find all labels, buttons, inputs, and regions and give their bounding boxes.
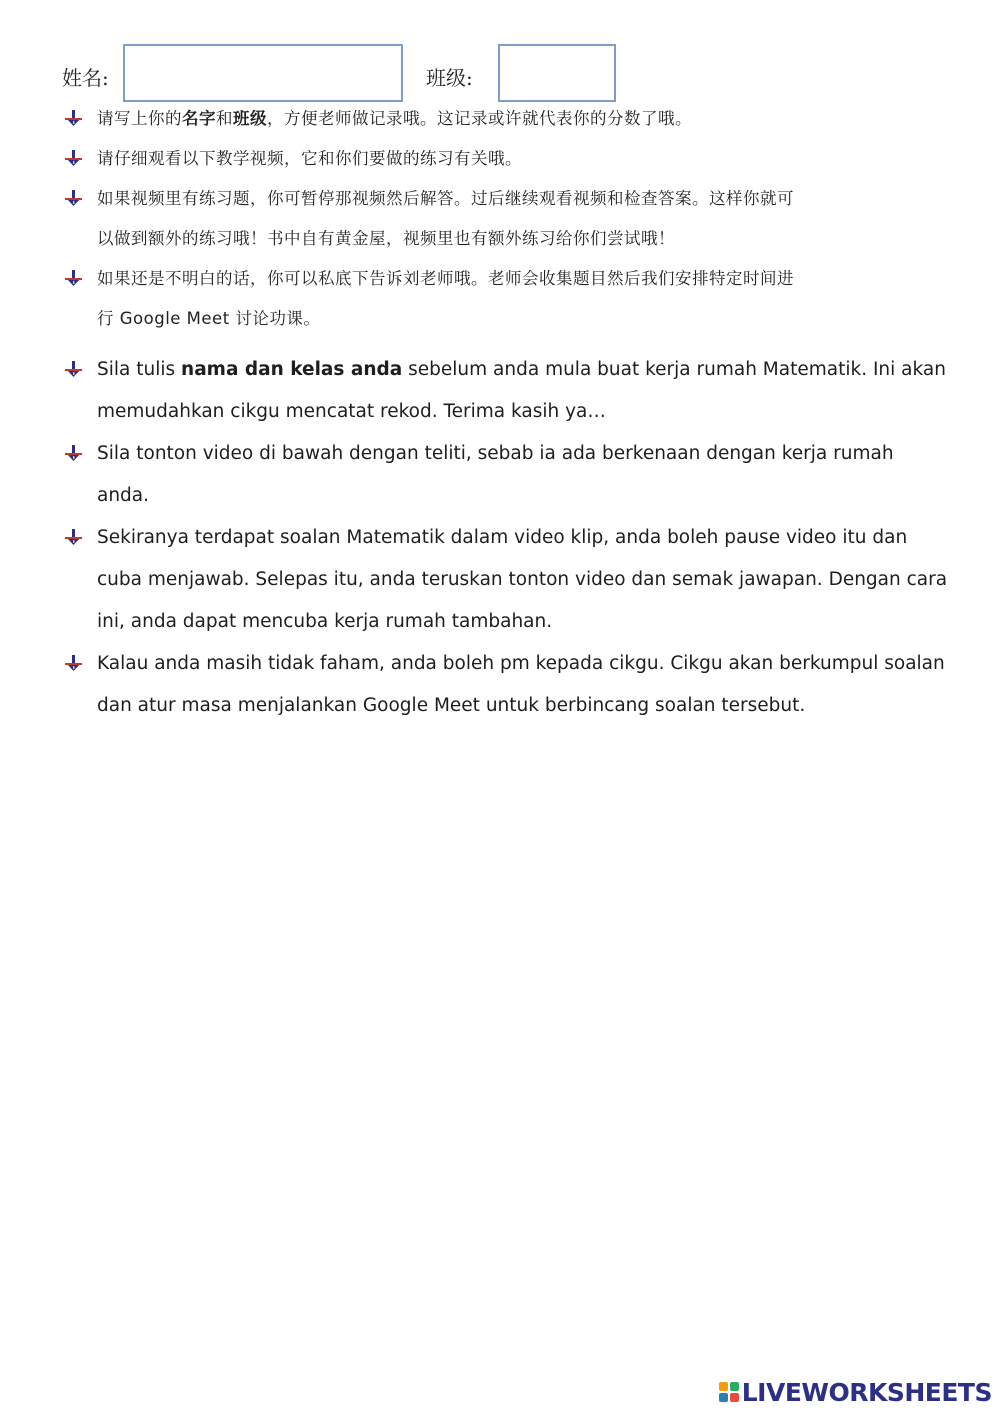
chinese-instruction-line	[97, 219, 937, 259]
text-segment: cuba menjawab. Selepas itu, anda teruskan tonton video dan semak jawapan. Dengan cara	[97, 569, 948, 590]
malay-instruction-line	[97, 517, 947, 559]
chinese-instruction-line	[97, 139, 937, 179]
malay-instruction-line	[97, 685, 947, 727]
emphasis-text: 班级	[233, 109, 267, 128]
name-input[interactable]	[123, 44, 403, 102]
text-segment: 如果视频里有练习题，你可暂停那视频然后解答。过后继续观看视频和检查答案。这样你就可	[97, 189, 794, 208]
logo-mark-square	[730, 1393, 739, 1402]
chinese-instruction-item	[97, 99, 937, 139]
logo-mark-icon	[719, 1382, 739, 1402]
bullet-arrow-icon	[64, 528, 84, 548]
logo-mark-square	[719, 1393, 728, 1402]
malay-instruction-item	[97, 433, 947, 517]
bullet-arrow-icon	[64, 654, 84, 674]
malay-instruction-line	[97, 559, 947, 601]
text-segment: anda.	[97, 485, 150, 506]
text-segment: Sila tulis	[97, 359, 182, 380]
text-segment: 行 Google Meet 讨论功课。	[97, 309, 321, 328]
bullet-arrow-icon	[64, 444, 84, 464]
class-input[interactable]	[498, 44, 616, 102]
chinese-instruction-line	[97, 99, 937, 139]
malay-instruction-line	[97, 349, 947, 391]
text-segment: Sekiranya terdapat soalan Matematik dalam video klip, anda boleh pause video itu dan	[97, 527, 908, 548]
liveworksheets-logo	[719, 1377, 992, 1407]
text-segment: memudahkan cikgu mencatat rekod. Terima kasih ya…	[97, 401, 606, 422]
logo-mark-square	[730, 1382, 739, 1391]
text-segment: ，方便老师做记录哦。这记录或许就代表你的分数了哦。	[267, 109, 692, 128]
bullet-arrow-icon	[64, 189, 84, 209]
emphasis-text: nama dan kelas anda	[181, 359, 403, 380]
malay-instruction-line	[97, 433, 947, 475]
text-segment: 请写上你的	[97, 109, 182, 128]
malay-instruction-line	[97, 391, 947, 433]
malay-instruction-item	[97, 517, 947, 643]
bullet-arrow-icon	[64, 109, 84, 129]
text-segment: Sila tonton video di bawah dengan teliti, sebab ia ada berkenaan dengan kerja rumah	[97, 443, 894, 464]
chinese-instruction-item	[97, 179, 937, 259]
text-segment: 和	[216, 109, 233, 128]
bullet-arrow-icon	[64, 149, 84, 169]
chinese-instruction-line	[97, 179, 937, 219]
malay-instruction-line	[97, 643, 947, 685]
logo-mark-square	[719, 1382, 728, 1391]
text-segment: dan atur masa menjalankan Google Meet untuk berbincang soalan tersebut.	[97, 695, 806, 716]
bullet-arrow-icon	[64, 269, 84, 289]
chinese-instruction-item	[97, 259, 937, 339]
chinese-instruction-line	[97, 259, 937, 299]
text-segment: 以做到额外的练习哦！书中自有黄金屋，视频里也有额外练习给你们尝试哦！	[97, 229, 675, 248]
chinese-instruction-item	[97, 139, 937, 179]
chinese-instruction-line	[97, 299, 937, 339]
logo-text: LIVEWORKSHEETS	[741, 1377, 992, 1407]
text-segment: ini, anda dapat mencuba kerja rumah tambahan.	[97, 611, 553, 632]
text-segment: 请仔细观看以下教学视频，它和你们要做的练习有关哦。	[97, 149, 522, 168]
emphasis-text: 名字	[182, 109, 216, 128]
malay-instruction-item	[97, 349, 947, 433]
name-label: 姓名:	[62, 66, 109, 90]
bullet-arrow-icon	[64, 360, 84, 380]
text-segment: Kalau anda masih tidak faham, anda boleh pm kepada cikgu. Cikgu akan berkumpul soalan	[97, 653, 945, 674]
text-segment: sebelum anda mula buat kerja rumah Matematik. Ini akan	[402, 359, 946, 380]
malay-instruction-line	[97, 601, 947, 643]
malay-instruction-line	[97, 475, 947, 517]
text-segment: 如果还是不明白的话，你可以私底下告诉刘老师哦。老师会收集题目然后我们安排特定时间进	[97, 269, 794, 288]
malay-instruction-item	[97, 643, 947, 727]
class-label: 班级:	[426, 66, 473, 90]
